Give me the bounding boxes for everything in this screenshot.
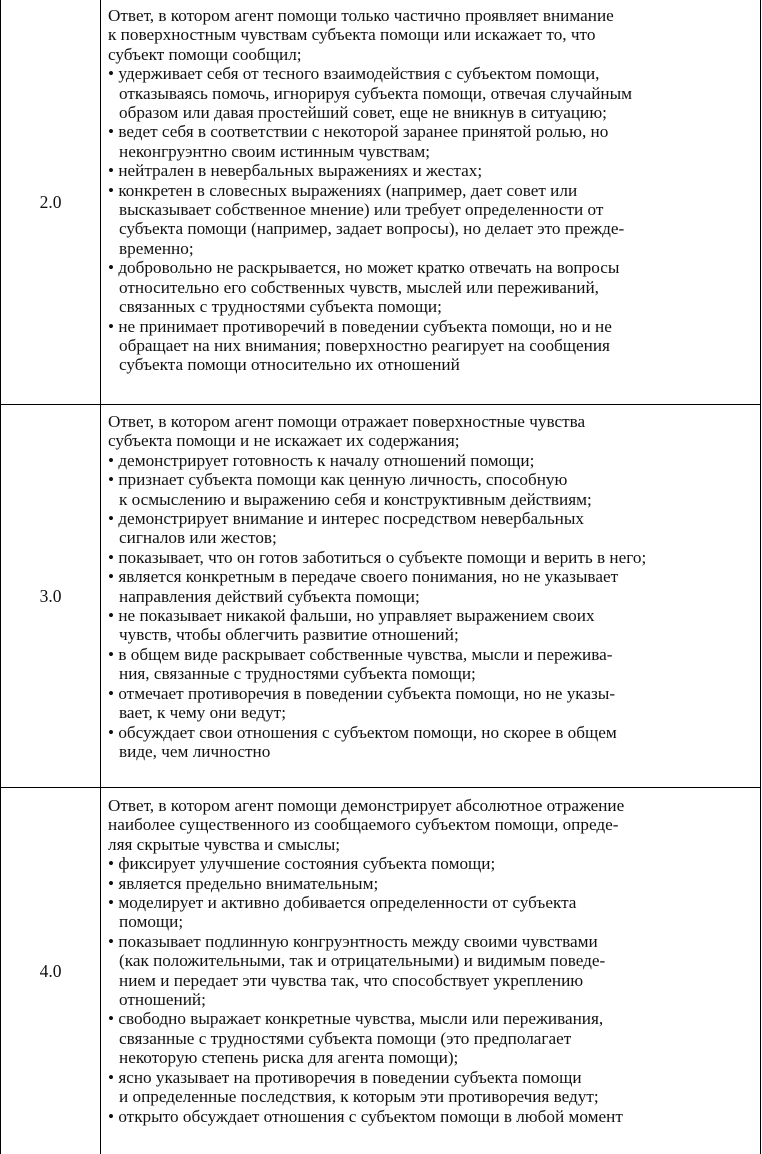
- text-line: и определенные последствия, к которым эти противоречия ведут;: [119, 1087, 599, 1107]
- text-line: (как положительными, так и отрицательными) и видимым поведе-: [119, 951, 606, 971]
- text-line: отношений;: [119, 990, 206, 1010]
- text-line: чувств, чтобы облегчить развитие отношений;: [119, 625, 459, 645]
- description-cell: [101, 788, 760, 1154]
- text-line: некоторую степень риска для агента помощи);: [119, 1048, 459, 1068]
- text-line: • в общем виде раскрывает собственные чувства, мысли и пережива-: [108, 644, 613, 664]
- text-line: • отмечает противоречия в поведении субъекта помощи, но не указы-: [108, 683, 616, 703]
- text-line: • является предельно внимательным;: [108, 873, 379, 893]
- table-row-level-3: [0, 405, 761, 788]
- text-line: Ответ, в котором агент помощи отражает поверхностные чувства: [108, 412, 586, 431]
- text-line: • моделирует и активно добивается определенности от субъекта: [108, 893, 577, 913]
- text-line: • ясно указывает на противоречия в поведении субъекта помощи: [108, 1067, 582, 1087]
- level-cell: 4.0: [1, 788, 101, 1154]
- table-row-level-2: [0, 0, 761, 405]
- text-line: нием и передает эти чувства так, что способствует укреплению: [119, 970, 584, 990]
- text-line: • обсуждает свои отношения с субъектом помощи, но скорее в общем: [108, 722, 617, 742]
- text-line: субъект помощи сообщил;: [108, 44, 302, 64]
- text-line: высказывает собственное мнение) или требует определенности от: [119, 200, 604, 220]
- text-line: • свободно выражает конкретные чувства, мысли или переживания,: [108, 1009, 604, 1029]
- text-line: Ответ, в котором агент помощи только частично проявляет внимание: [108, 6, 614, 25]
- text-line: связанных с трудностями субъекта помощи;: [119, 297, 442, 317]
- text-line: • добровольно не раскрывается, но может кратко отвечать на вопросы: [108, 258, 620, 278]
- text-line: • нейтрален в невербальных выражениях и жестах;: [108, 161, 483, 181]
- level-cell: 2.0: [1, 0, 101, 404]
- text-line: виде, чем личностно: [119, 741, 271, 761]
- text-line: обращает на них внимания; поверхностно реагирует на сообщения: [119, 335, 610, 355]
- text-line: • признает субъекта помощи как ценную личность, способную: [108, 470, 568, 490]
- text-line: • показывает, что он готов заботиться о субъекте помощи и верить в него;: [108, 547, 647, 567]
- text-line: • открыто обсуждает отношения с субъектом помощи в любой момент: [108, 1106, 623, 1126]
- text-line: связанные с трудностями субъекта помощи (это предполагает: [119, 1028, 572, 1048]
- text-line: неконгруэнтно своим истинным чувствам;: [119, 141, 431, 161]
- level-cell: 3.0: [1, 405, 101, 787]
- text-line: ляя скрытые чувства и смыслы;: [108, 834, 341, 854]
- text-line: к поверхностным чувствам субъекта помощи или искажает то, что: [108, 25, 596, 45]
- text-line: вает, к чему они ведут;: [119, 703, 286, 723]
- text-line: субъекта помощи (например, задает вопросы), но делает это прежде-: [119, 219, 625, 239]
- text-line: отказываясь помочь, игнорируя субъекта помощи, отвечая случайным: [119, 83, 633, 103]
- text-line: • удерживает себя от тесного взаимодействия с субъектом помощи,: [108, 64, 600, 84]
- text-line: • не показывает никакой фальши, но управляет выражением своих: [108, 606, 595, 626]
- text-line: временно;: [119, 238, 194, 258]
- text-line: к осмыслению и выражению себя и конструктивным действиям;: [119, 489, 592, 509]
- text-line: • демонстрирует готовность к началу отношений помощи;: [108, 450, 535, 470]
- description-cell: [101, 0, 760, 404]
- text-line: • показывает подлинную конгруэнтность между своими чувствами: [108, 931, 598, 951]
- text-line: • является конкретным в передаче своего понимания, но не указывает: [108, 567, 619, 587]
- text-line: помощи;: [119, 912, 184, 932]
- text-line: • демонстрирует внимание и интерес посредством невербальных: [108, 509, 585, 529]
- table-row-level-4: [0, 788, 761, 1154]
- text-line: Ответ, в котором агент помощи демонстрирует абсолютное отражение: [108, 796, 625, 815]
- text-line: направления действий субъекта помощи;: [119, 586, 420, 606]
- text-line: сигналов или жестов;: [119, 528, 277, 548]
- text-line: образом или давая простейший совет, еще не вникнув в ситуацию;: [119, 103, 607, 123]
- text-line: • не принимает противоречий в поведении субъекта помощи, но и не: [108, 316, 612, 336]
- text-line: • ведет себя в соответствии с некоторой заранее принятой ролью, но: [108, 122, 609, 142]
- text-line: наиболее существенного из сообщаемого субъектом помощи, опреде-: [108, 815, 619, 835]
- text-line: • конкретен в словесных выражениях (например, дает совет или: [108, 180, 578, 200]
- text-line: ния, связанные с трудностями субъекта помощи;: [119, 664, 476, 684]
- text-line: • фиксирует улучшение состояния субъекта помощи;: [108, 854, 496, 874]
- text-line: субъекта помощи и не искажает их содержания;: [108, 431, 460, 451]
- text-line: субъекта помощи относительно их отношений: [119, 355, 460, 375]
- description-cell: [101, 405, 760, 787]
- text-line: относительно его собственных чувств, мыслей или переживаний,: [119, 277, 599, 297]
